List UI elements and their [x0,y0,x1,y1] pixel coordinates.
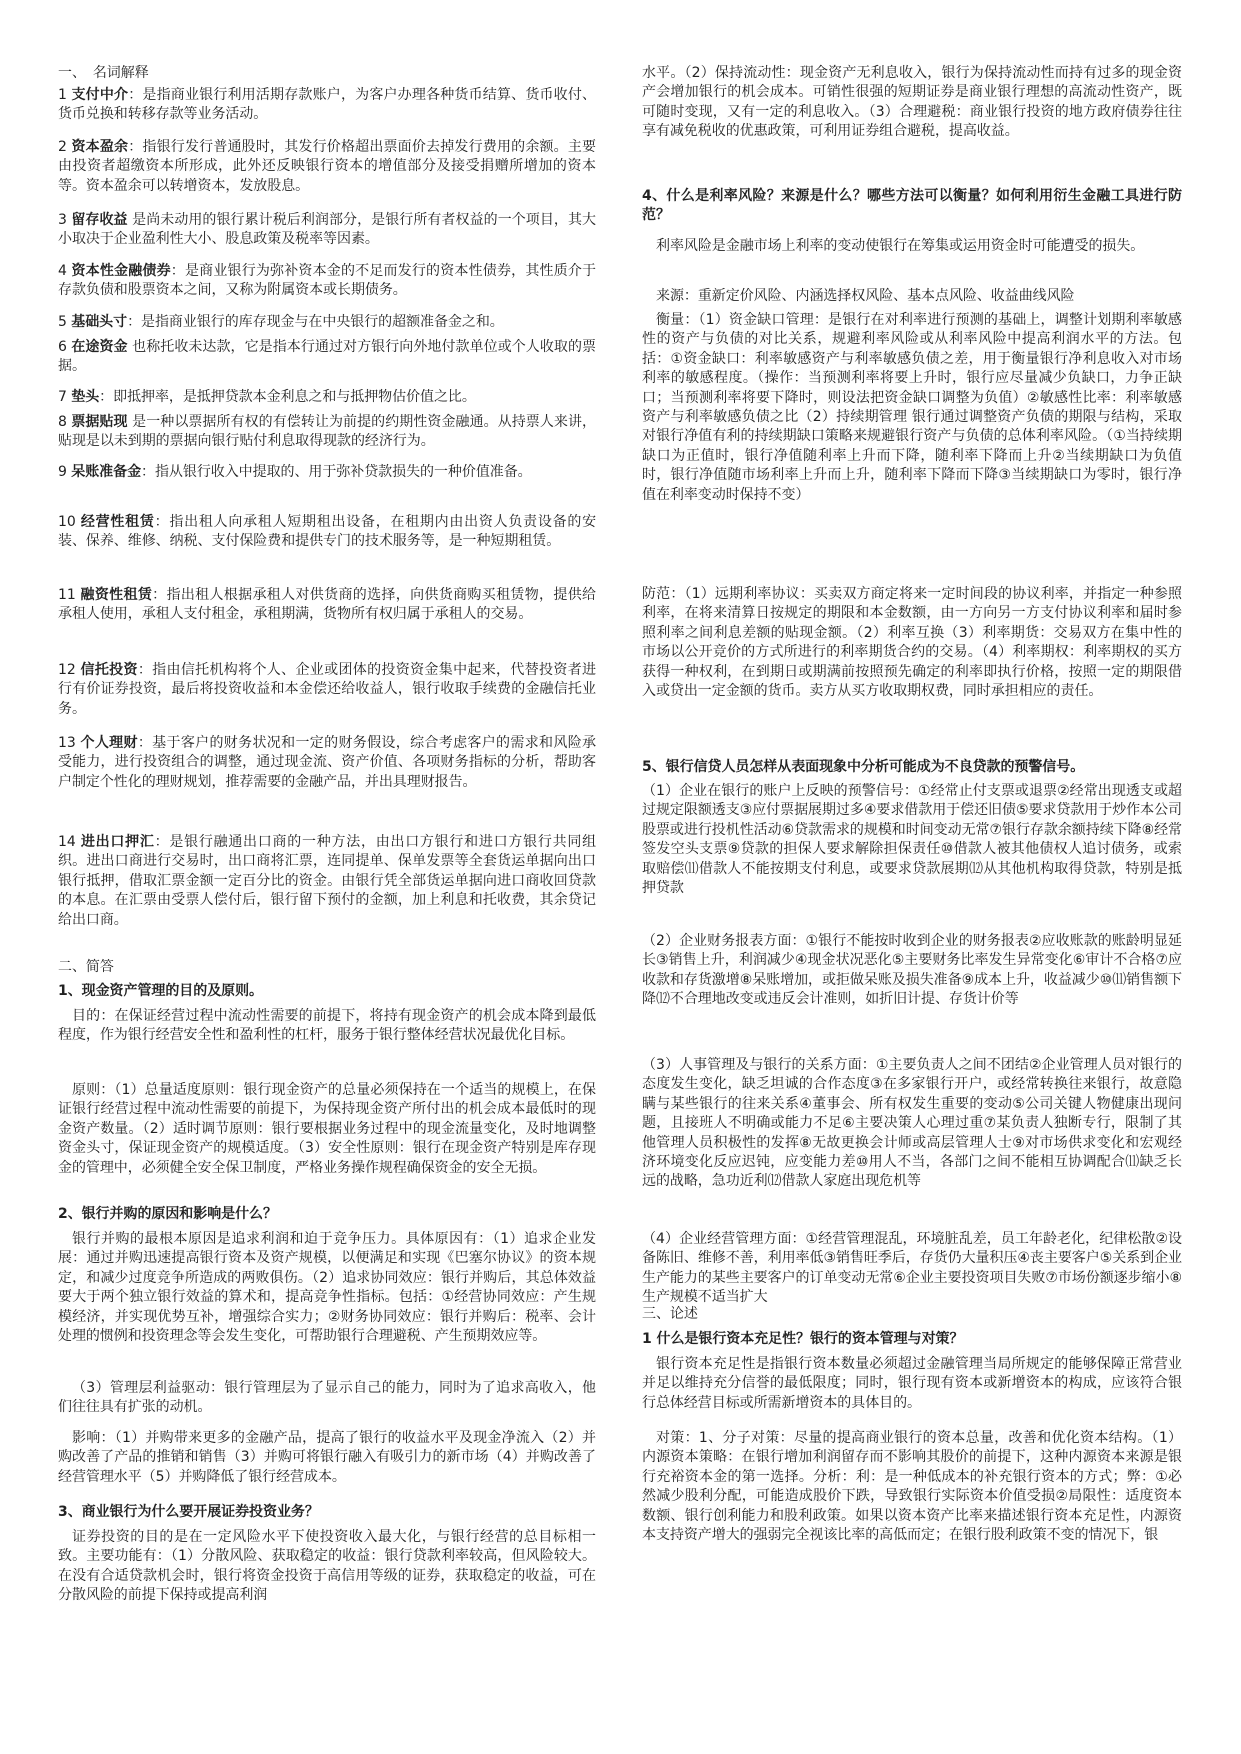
definition-text: 是一种以票据所有权的有偿转让为前提的约期性资金融通。从持票人来讲，贴现是以未到期的票据向银行贴付利息取得现款的经济行为。 [58,414,596,450]
paragraph: 衡量：（1）资金缺口管理：是银行在对利率进行预测的基础上，调整计划期利率敏感性的资产与负债的对比关系，规避利率风险或从利率风险中提高利润水平的方法。包括：①资金缺口：利率敏感资产与利率敏感负债之差，用于衡量银行净利息收入对市场利率的敏感程度。（操作：当预测利率将要上升时，银行应尽量减少负缺口，力争正缺口；当预测利率将要下降时，则设法把资金缺口调整为负值）②敏感性比率：利率敏感资产与利率敏感负债之比（2）持续期管理 银行通过调整资产负债的期限与结构，采取对银行净值有利的持续期缺口策略来规避银行资产与负债的总体利率风险。（①当持续期缺口为正值时，银行净值随利率上升而下降，随利率下降而上升②当续期缺口为负值时，银行净值随市场利率上升而上升，随利率下降而下降③当续期缺口为零时，银行净值在利率变动时保持不变） [642,312,1182,503]
paragraph: 水平。（2）保持流动性：现金资产无利息收入，银行为保持流动性而持有过多的现金资产会增加银行的机会成本。可销性很强的短期证券是商业银行理想的高流动性资产，既可随时变现，又有一定的利息收入。（3）合理避税：商业银行投资的地方政府债券往往享有减免税收的优惠政策，可利用证券组合避税，提高收益。 [642,65,1182,140]
definition-text: ：指银行发行普通股时，其发行价格超出票面价去掉发行费用的余额。主要由投资者超缴资本所形成，此外还反映银行资本的增值部分及接受捐赠所增加的资本等。资本盈余可以转增资本，发放股息。 [58,139,596,194]
term: 资本盈余 [71,139,129,155]
term: 支付中介 [71,87,129,103]
section-heading: 二、简答 [58,959,114,975]
definition-entry [58,463,596,482]
paragraph: （2）企业财务报表方面：①银行不能按时收到企业的财务报表②应收账款的账龄明显延长③销售上升，利润减少④现金状况恶化⑤主要财务比率发生异常变化⑥审计不合格⑦应收款和存货激增⑧呆账增加，或拒做呆账及损失准备⑨成本上升，收益减少⑩⑾销售额下降⑿不合理地改变或违反会计准则，如折旧计提、存货计价等 [642,933,1182,1008]
definition-entry [58,388,596,407]
term: 呆账准备金 [71,464,142,480]
entry-number: 1 [58,87,67,103]
definition-text: ：即抵押率，是抵押贷款本金利息之和与抵押物估价值之比。 [99,389,476,405]
paragraph: 影响：（1）并购带来更多的金融产品，提高了银行的收益水平及现金净流入（2）并购改善了产品的推销和销售（3）并购可将银行融入有吸引力的新市场（4）并购改善了经营管理水平（5）并购降低了银行经营成本。 [58,1430,596,1485]
term: 留存收益 [71,212,128,228]
term: 在途资金 [71,339,128,355]
paragraph: 目的：在保证经营过程中流动性需要的前提下，将持有现金资产的机会成本降到最低程度，作为银行经营安全性和盈利性的杠杆，服务于银行整体经营状况最优化目标。 [58,1008,596,1044]
definition-entry [58,138,596,196]
definition-entry [58,734,596,792]
definition-text: ：基于客户的财务状况和一定的财务假设，综合考虑客户的需求和风险承受能力，进行投资组合的调整，通过现金流、资产价值、各项财务指标的分析，帮助客户制定个性化的理财规划，推荐需要的金融产品，并出具理财报告。 [58,735,596,790]
definition-entry [58,586,596,625]
definition-entry [58,211,596,250]
definition-entry [58,262,596,301]
definition-text: ：是商业银行为弥补资本金的不足而发行的资本性债券，其性质介于存款负债和股票资本之间，又称为附属资本或长期债务。 [58,263,597,299]
entry-number: 3 [58,212,67,228]
definition-text: ：指从银行收入中提取的、用于弥补贷款损失的一种价值准备。 [141,464,532,480]
definition-text: ：指出租人向承租人短期租出设备，在租期内由出资人负责设备的安装、保养、维修、纳税、支付保险费和提供专门的技术服务等，是一种短期租赁。 [58,514,597,550]
definition-text: 也称托收未达款，它是指本行通过对方银行向外地付款单位或个人收取的票据。 [58,339,596,375]
paragraph: （1）企业在银行的账户上反映的预警信号：①经常止付支票或退票②经常出现透支或超过规定限额透支③应付票据展期过多④要求借款用于偿还旧债⑤要求贷款用于炒作本公司股票或进行投机性活动⑥贷款需求的规模和时间变动无常⑦银行存款余额持续下降⑧经常签发空头支票⑨贷款的担保人要求解除担保责任⑩借款人被其他债权人追讨债务，或索取赔偿⑾借款人不能按期支付利息，或要求贷款展期⑿从其他机构取得贷款，特别是抵押贷款 [642,783,1182,897]
entry-number: 4 [58,263,67,279]
term: 资本性金融债券 [71,263,171,279]
definition-entry [58,86,596,125]
term: 垫头 [71,389,100,405]
section-heading: 三、论述 [642,1306,698,1322]
question-heading: 1 什么是银行资本充足性？银行的资本管理与对策？ [642,1331,964,1347]
definition-text: ：是指商业银行利用活期存款账户，为客户办理各种货币结算、货币收付、货币兑换和转移存款等业务活动。 [58,87,596,123]
definition-entry [58,833,596,930]
entry-number: 10 [58,514,76,530]
definition-text: ：指由信托机构将个人、企业或团体的投资资金集中起来，代替投资者进行有价证券投资，最后将投资收益和本金偿还给收益人，银行收取手续费的金融信托业务。 [58,662,596,717]
term: 融资性租赁 [80,587,153,603]
entry-number: 7 [58,389,67,405]
question-heading: 2、银行并购的原因和影响是什么？ [58,1206,277,1222]
entry-number: 12 [58,662,76,678]
paragraph: 银行并购的最根本原因是追求利润和迫于竞争压力。具体原因有：（1）追求企业发展：通过并购迅速提高银行资本及资产规模，以便满足和实现《巴塞尔协议》的资本规定，和减少过度竞争所造成的两败俱伤。（2）追求协同效应：银行并购后，其总体效益要大于两个独立银行效益的算术和，提高竞争性指标。包括：①经营协同效应：产生规模经济，并实现优势互补，增强综合实力；②财务协同效应：银行并购后：税率、会计处理的惯例和投资理念等会发生变化，可帮助银行合理避税、产生预期效应等。 [58,1231,596,1345]
term: 票据贴现 [71,414,128,430]
entry-number: 8 [58,414,67,430]
definition-entry [58,661,596,719]
definition-text: ：指出租人根据承租人对供货商的选择，向供货商购买租赁物，提供给承租人使用，承租人支付租金，承租期满，货物所有权归属于承租人的交易。 [58,587,596,623]
paragraph: 证券投资的目的是在一定风险水平下使投资收入最大化，与银行经营的总目标相一致。主要功能有：（1）分散风险、获取稳定的收益：银行贷款利率较高，但风险较大。在没有合适贷款机会时，银行将资金投资于高信用等级的证券，获取稳定的收益，可在分散风险的前提下保持或提高利润 [58,1529,596,1604]
definition-text: 是尚未动用的银行累计税后利润部分，是银行所有者权益的一个项目，其大小取决于企业盈利性大小、股息政策及税率等因素。 [58,212,596,248]
definition-entry [58,513,596,552]
definition-entry [58,338,596,377]
question-heading: 1、现金资产管理的目的及原则。 [58,983,263,999]
term: 基础头寸 [71,314,128,330]
definition-entry [58,313,596,332]
term: 信托投资 [80,662,138,678]
question-heading: 5、银行信贷人员怎样从表面现象中分析可能成为不良贷款的预警信号。 [642,759,1085,775]
section-heading: 一、 名词解释 [58,65,149,81]
paragraph: 银行资本充足性是指银行资本数量必须超过金融管理当局所规定的能够保障正常营业并足以维持充分信誉的最低限度；同时，银行现有资本或新增资本的构成，应该符合银行总体经营目标或所需新增资本的具体目的。 [642,1356,1182,1411]
entry-number: 6 [58,339,67,355]
paragraph: （3）管理层利益驱动：银行管理层为了显示自己的能力，同时为了追求高收入，他们往往具有扩张的动机。 [58,1380,596,1416]
entry-number: 11 [58,587,76,603]
entry-number: 2 [58,139,67,155]
entry-number: 13 [58,735,76,751]
question-heading: 4、什么是利率风险？来源是什么？哪些方法可以衡量？如何利用衍生金融工具进行防范？ [642,188,1182,224]
paragraph: 利率风险是金融市场上利率的变动使银行在筹集或运用资金时可能遭受的损失。 [656,238,1145,254]
term: 经营性租赁 [80,514,155,530]
definition-text: ：是银行融通出口商的一种方法，由出口方银行和进口方银行共同组织。进出口商进行交易时，出口商将汇票，连同提单、保单发票等全套货运单据向出口银行抵押，借取汇票金额一定百分比的资金。由银行凭全部货运单据向进口商收回贷款的本息。在汇票由受票人偿付后，银行留下预付的金额，加上利息和托收费，其余贷记给出口商。 [58,834,597,928]
definition-text: ：是指商业银行的库存现金与在中央银行的超额准备金之和。 [127,314,504,330]
paragraph: 防范：（1）远期利率协议：买卖双方商定将来一定时间段的协议利率，并指定一种参照利率，在将来清算日按规定的期限和本金数额，由一方向另一方支付协议利率和届时参照利率之间利息差额的贴现金额。（2）利率互换（3）利率期货：交易双方在集中性的市场以公开竞价的方式所进行的利率期货合约的交易。（4）利率期权：利率期权的买方获得一种权利，在到期日或期满前按照预先确定的利率即执行价格，按照一定的期限借入或贷出一定金额的货币。卖方从买方收取期权费，同时承担相应的责任。 [642,586,1182,700]
entry-number: 5 [58,314,67,330]
paragraph: 原则：（1）总量适度原则：银行现金资产的总量必须保持在一个适当的规模上，在保证银行经营过程中流动性需要的前提下，为保持现金资产所付出的机会成本最低时的现金资产数量。（2）适时调节原则：银行要根据业务过程中的现金流量变化，及时地调整资金头寸，保证现金资产的规模适度。（3）安全性原则：银行在现金资产特别是库存现金的管理中，必须健全安全保卫制度，严格业务操作规程确保资金的安全无损。 [58,1082,596,1176]
paragraph: 对策：1、分子对策：尽量的提高商业银行的资本总量，改善和优化资本结构。（1）内源资本策略：在银行增加利润留存而不影响其股价的前提下，这种内源资本来源是银行充裕资本金的第一选择。分析：利：是一种低成本的补充银行资本的方式；弊：①必然减少股利分配，可能造成股价下跌，导致银行实际资本价值受损②局限性：适度资本数额、银行创利能力和股利政策。如果以资本资产比率来描述银行资本充足性，内源资本支持资产增大的强弱完全视该比率的高低而定；在银行股利政策不变的情况下，银 [642,1430,1182,1544]
paragraph: 来源：重新定价风险、内涵选择权风险、基本点风险、收益曲线风险 [656,288,1075,304]
term: 个人理财 [80,735,138,751]
term: 进出口押汇 [80,834,155,850]
definition-entry [58,413,596,452]
entry-number: 9 [58,464,67,480]
question-heading: 3、商业银行为什么要开展证券投资业务？ [58,1504,319,1520]
paragraph: （3）人事管理及与银行的关系方面：①主要负责人之间不团结②企业管理人员对银行的态度发生变化，缺乏坦诚的合作态度③在多家银行开户，或经常转换往来银行，故意隐瞒与某些银行的往来关系④董事会、所有权发生重要的变动⑤公司关键人物健康出现问题，且接班人不明确或能力不足⑥主要决策人心理过重⑦某负责人独断专行，限制了其他管理人员积极性的发挥⑧无故更换会计师或高层管理人士⑨对市场供求变化和宏观经济环境变化反应迟钝，应变能力差⑩用人不当，各部门之间不能相互协调配合⑾缺乏长远的战略，急功近利⑿借款人家庭出现危机等 [642,1057,1182,1190]
entry-number: 14 [58,834,76,850]
paragraph: （4）企业经营管理方面：①经营管理混乱，环境脏乱差，员工年龄老化，纪律松散②设备陈旧、维修不善，利用率低③销售旺季后，存货仍大量积压④丧主要客户⑤关系到企业生产能力的某些主要客户的订单变动无常⑥企业主要投资项目失败⑦市场份额逐步缩小⑧生产规模不适当扩大 [642,1231,1182,1306]
